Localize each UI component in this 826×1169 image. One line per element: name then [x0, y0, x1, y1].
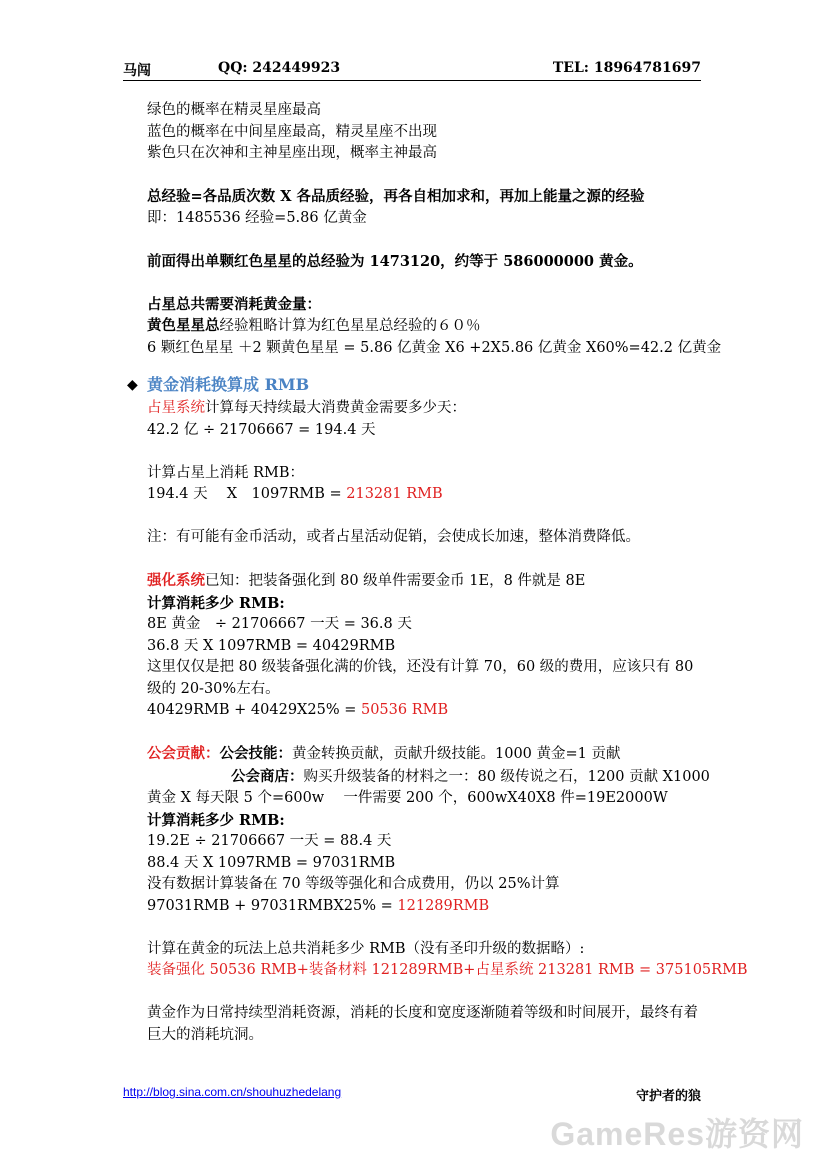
guild-skill-text: 黄金转换贡献，贡献升级技能。1000 黄金=1 贡献: [292, 746, 621, 762]
astro-yellow-line: [147, 315, 712, 338]
total-title: 计算在黄金的玩法上总共消耗多少 RMB（没有圣印升级的数据略）:: [147, 940, 585, 957]
document-body: [127, 100, 748, 1046]
guild-shop-cont: 黄金 X 每天限 5 个=600w 一件需要 200 个，600wX40X8 件=19E2000W: [147, 790, 668, 806]
author-name: 马闯: [123, 63, 151, 79]
enhance-known-line: [147, 570, 712, 593]
page-header: [123, 60, 701, 78]
star-days-calc: 42.2 亿 ÷ 21706667 = 194.4 天: [147, 421, 376, 438]
section-title: 黄金消耗换算成 RMB: [147, 375, 310, 394]
guild-label: 公会贡献：: [147, 745, 220, 762]
formula-detail: 即：1485536 经验=5.86 亿黄金: [147, 209, 367, 226]
enhance-calc2: 36.8 天 X 1097RMB = 40429RMB: [147, 637, 396, 654]
text-line: 紫色只在次神和主神星座出现，概率主神最高: [147, 145, 437, 161]
enhance-final-line: [147, 700, 712, 722]
red-star-summary: 前面得出单颗红色星星的总经验为 1473120，约等于 586000000 黄金。: [147, 252, 643, 270]
enhance-final-result: 50536 RMB: [360, 702, 449, 718]
guild-final-line: [147, 896, 712, 918]
star-note: 注：有可能有金币活动，或者占星活动促销，会使成长加速，整体消费降低。: [147, 529, 640, 545]
astro-title: 占星总共需要消耗黄金量：: [147, 295, 321, 313]
guild-final-result: 121289RMB: [397, 897, 490, 914]
star-rmb-title: 计算占星上消耗 RMB：: [147, 464, 305, 481]
tel-number: TEL: 18964781697: [552, 60, 701, 76]
formula-title: 总经验=各品质次数 X 各品质经验，再各自相加求和，再加上能量之源的经验: [147, 188, 645, 205]
section-heading: [127, 373, 712, 398]
enhance-subtitle: 计算消耗多少 RMB:: [147, 594, 285, 612]
text-line: 绿色的概率在精灵星座最高: [147, 102, 321, 118]
guild-shop-text: 购买升级装备的材料之一：80 级传说之石，1200 贡献 X1000: [303, 768, 710, 785]
astro-yellow-bold: 黄色星星总: [147, 317, 220, 334]
guild-calc1: 19.2E ÷ 21706667 一天 = 88.4 天: [147, 833, 392, 849]
footer-author: 守护者的狼: [635, 1089, 701, 1104]
guild-subtitle: 计算消耗多少 RMB:: [147, 811, 285, 829]
watermark-logo: GameRes游资网: [550, 1116, 804, 1152]
enhance-known: 已知：把装备强化到 80 级单件需要金币 1E，8 件就是 8E: [205, 573, 586, 589]
star-system-question-line: [147, 398, 712, 420]
total-sum: 装备强化 50536 RMB+装备材料 121289RMB+占星系统 213281 RMB = 375105RMB: [147, 962, 748, 978]
enhance-label: 强化系统: [147, 572, 205, 589]
astro-yellow-rest: 经验粗略计算为红色星星总经验的６０％: [219, 318, 481, 334]
star-rmb-result: 213281 RMB: [346, 486, 443, 502]
star-rmb-line: [147, 484, 712, 506]
guild-calc2: 88.4 天 X 1097RMB = 97031RMB: [147, 854, 396, 871]
guild-shop-label: 公会商店：: [231, 767, 304, 785]
blog-link[interactable]: http://blog.sina.com.cn/shouhuzhedelang: [123, 1085, 342, 1099]
guild-skill-label: 公会技能：: [219, 745, 292, 762]
enhance-note: 这里仅仅是把 80 级装备强化满的价钱，还没有计算 70，60 级的费用，应该只有 80 级的 20-30%左右。: [147, 659, 694, 697]
text-line: 蓝色的概率在中间星座最高，精灵星座不出现: [147, 123, 437, 140]
qq-number: QQ: 242449923: [218, 60, 341, 76]
enhance-calc1: 8E 黄金 ÷ 21706667 一天 = 36.8 天: [147, 616, 412, 632]
star-system-label: 占星系统: [147, 400, 205, 416]
diamond-bullet-icon: ◆: [127, 377, 138, 393]
star-system-question: 计算每天持续最大消费黄金需要多少天：: [205, 400, 466, 416]
enhance-final-calc: 40429RMB + 40429X25% =: [147, 702, 361, 718]
conclusion: 黄金作为日常持续型消耗资源，消耗的长度和宽度逐渐随着等级和时间展开，最终有着巨大的消耗坑洞。: [147, 1005, 698, 1043]
star-rmb-calc: 194.4 天 X 1097RMB =: [147, 486, 347, 502]
guild-skill-line: [147, 743, 712, 766]
guild-final-calc: 97031RMB + 97031RMBX25% =: [147, 897, 398, 914]
guild-shop-line: [147, 766, 712, 789]
header-divider: [123, 80, 701, 81]
astro-calc: 6 颗红色星星 ＋2 颗黄色星星 = 5.86 亿黄金 X6 +2X5.86 亿黄金 X60%=42.2 亿黄金: [147, 339, 722, 356]
guild-note: 没有数据计算装备在 70 等级等强化和合成费用，仍以 25%计算: [147, 876, 560, 892]
page-footer: [123, 1085, 701, 1104]
